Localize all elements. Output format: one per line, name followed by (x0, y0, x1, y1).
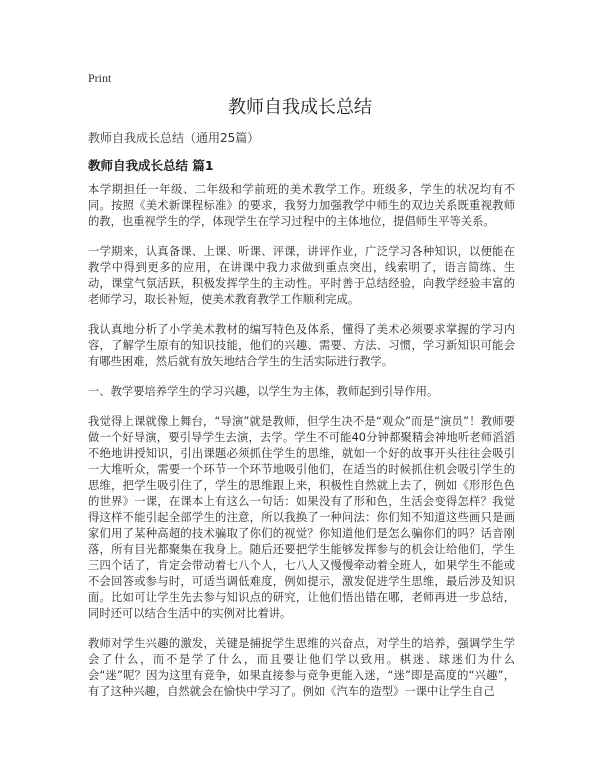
paragraph: 一学期来，认真备课、上课、听课、评课，讲评作业，广泛学习各种知识，以便能在教学中得到更多的应用，在讲课中我力求做到重点突出，线索明了，语言简练、生动，课堂气氛活跃，积极发挥学生的主动性。平时善于总结经验，向教学经验丰富的老师学习，取长补短，使美术教育教学工作顺利完成。 (88, 245, 515, 306)
paragraph: 我觉得上课就像上舞台，“导演”就是教师，但学生决不是“观众”而是“演员”！教师要做一个好导演，要引导学生去演，去学。学生不可能40分钟都聚精会神地听老师滔滔不绝地讲授知识，引出课题必须抓住学生的思维，就如一个好的故事开头往往会吸引一大堆听众，需要一个环节一个环节地吸引他们，在适当的时候抓住机会吸引学生的思维，把学生吸引住了，学生的思维跟上来，积极性自然就上去了，例如《形形色色的世界》一课，在课本上有这么一句话：如果没有了形和色，生活会变得怎样？我觉得这样不能引起全部学生的注意，所以我换了一种问法：你们知不知道这些画只是画家们用了某种高超的技术骗取了你们的视觉？你知道他们是怎么骗你们的吗？话音刚落，所有目光都聚集在我身上。随后还要把学生能够发挥参与的机会让给他们，学生三四个话了，肯定会带动着七八个人，七八人又慢慢牵动着全班人，如果学生不能或不会回答或参与时，可适当调低难度，例如提示，激发促进学生思维，最后涉及知识面。比如可让学生先去参与知识点的研究，让他们悟出错在哪，老师再进一步总结，同时还可以结合生活中的实例对比着讲。 (88, 415, 515, 620)
paragraph: 教师对学生兴趣的激发，关键是捕捉学生思维的兴奋点，对学生的培养，强调学生学会了什么，而不是学了什么，而且要让他们学以致用。棋迷、球迷们为什么会“迷”呢？因为这里有竞争，如果直接参与竞争更能入迷，“迷”即是高度的“兴趣”，有了这种兴趣，自然就会在愉快中学习了。例如《汽车的造型》一课中让学生自己 (88, 637, 515, 698)
paragraph: 我认真地分析了小学美术教材的编写特色及体系，懂得了美术必须要求掌握的学习内容，了解学生原有的知识技能，他们的兴趣、需要、方法、习惯，学习新知识可能会有哪些困难，然后就有放矢地结合学生的生活实际进行教学。 (88, 323, 515, 368)
section-heading: 教师自我成长总结 篇1 (88, 158, 214, 173)
paragraph: 本学期担任一年级、二年级和学前班的美术教学工作。班级多，学生的状况均有不同。按照《美术新课程标准》的要求，我努力加强教学中师生的双边关系既重视教师的教，也重视学生的学，体现学生在学习过程中的主体地位，提倡师生平等关系。 (88, 183, 515, 228)
document-body (88, 182, 515, 714)
print-link[interactable]: Print (88, 71, 112, 85)
page-title: 教师自我成长总结 (228, 97, 372, 118)
paragraph: 一、教学要培养学生的学习兴趣，以学生为主体，教师起到引导作用。 (88, 385, 439, 398)
document-subtitle: 教师自我成长总结（通用25篇） (88, 131, 260, 145)
